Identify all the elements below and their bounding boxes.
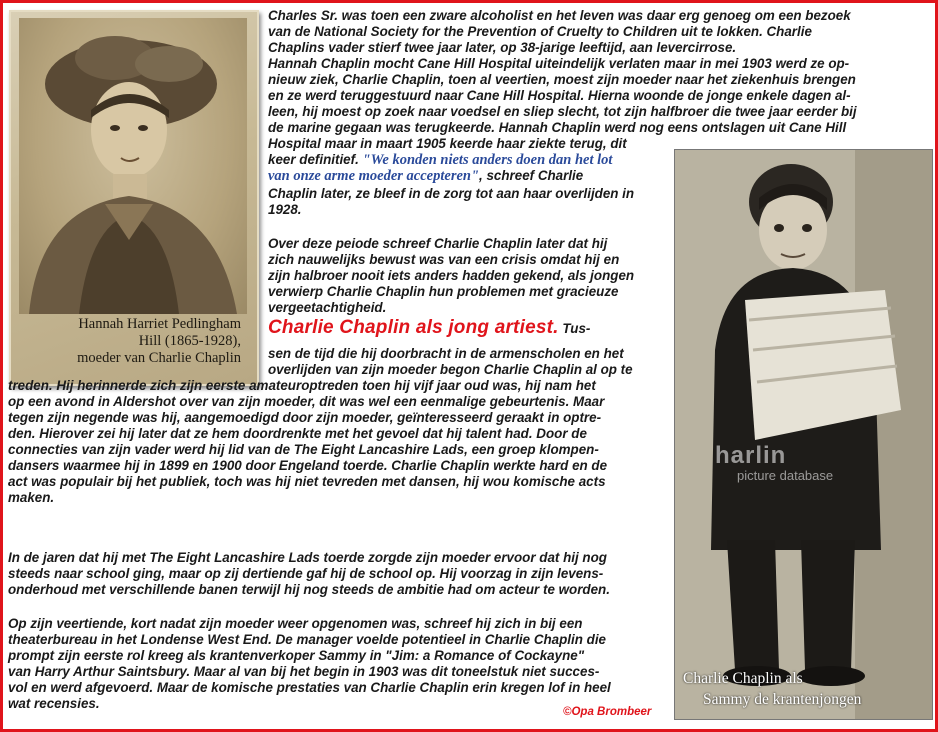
watermark-subtext: picture database: [737, 468, 834, 483]
body-line: wat recensies.: [8, 696, 100, 711]
body-line: den. Hierover zei hij later dat ze hem doordrenkte met het gevoel dat hij talent had. Door de: [8, 426, 587, 441]
body-line: sen de tijd die hij doorbracht in de armenscholen en het: [268, 346, 624, 361]
body-line: steeds naar school ging, maar op zij dertiende gaf hij de school op. Hij voorzag in zijn levens-: [8, 566, 604, 581]
body-line: van de National Society for the Prevention of Cruelty to Children uit te lokken. Charlie: [268, 24, 812, 39]
body-line: tegen zijn negende was hij, aangemoedigd door zijn moeder, geïnteresseerd geraakt in optre-: [8, 410, 602, 425]
photo-caption: [675, 668, 932, 710]
body-line: In de jaren dat hij met The Eight Lancashire Lads toerde zorgde zijn moeder ervoor dat hij nog: [8, 550, 607, 565]
body-line: op een avond in Aldershot over van zijn moeder, dit was wel een eenmalige gebeurtenis. Maar: [8, 394, 605, 409]
newsboy-illustration: [675, 150, 932, 719]
body-line: leen, hij moest op zoek naar voedsel en sliep slecht, tot zijn halfbroer die twee jaar eerder bij: [268, 104, 857, 119]
body-line: Op zijn veertiende, kort nadat zijn moeder weer opgenomen was, schreef hij zich in bij een: [8, 616, 583, 631]
copyright-credit: ©Opa Brombeer: [563, 706, 652, 718]
body-line: [268, 168, 583, 184]
body-line: zijn halbroer nooit iets anders hadden gekend, als jongen: [268, 268, 635, 283]
body-line: Hannah Chaplin mocht Cane Hill Hospital uiteindelijk verlaten maar in mei 1903 werd ze op-: [268, 56, 850, 71]
body-line: act was populair bij het publiek, toch was hij niet tevreden met dansen, hij wou komische acts: [8, 474, 606, 489]
portrait-photo-hannah: [9, 10, 259, 386]
body-line: 1928.: [268, 202, 302, 217]
body-line: zich nauwelijks bewust was van een crisis omdat hij en: [268, 252, 620, 267]
section-heading-line: [268, 317, 591, 338]
body-text: Tus-: [558, 321, 591, 336]
body-line: verwierp Charlie Chaplin hun problemen met gracieuze: [268, 284, 619, 299]
watermark-text: harlin: [715, 442, 787, 469]
body-line: Chaplin later, ze bleef in de zorg tot aan haar overlijden in: [268, 186, 635, 201]
body-line: en ze werd teruggestuurd naar Cane Hill Hospital. Hierna woonde de jonge enkele dagen al-: [268, 88, 851, 103]
caption-line: Sammy de krantenjongen: [703, 691, 862, 708]
body-line: Hospital maar in maart 1905 keerde haar ziekte terug, dit: [268, 136, 627, 151]
body-line: dansers waarmee hij in 1899 en 1900 door Engeland toerde. Charlie Chaplin werkte hard en de: [8, 458, 608, 473]
caption-line: Charlie Chaplin als: [683, 670, 803, 687]
body-line: de marine gegaan was terugkeerde. Hannah Chaplin werd nog eens ontslagen uit Cane Hill: [268, 120, 847, 135]
body-line: vol en werd afgevoerd. Maar de komische prestaties van Charlie Chaplin erin kregen lof in heel: [8, 680, 611, 695]
body-text: , schreef Charlie: [479, 168, 584, 183]
body-line: theaterbureau in het Londense West End. De manager voelde potentieel in Charlie Chaplin die: [8, 632, 606, 647]
section-heading: Charlie Chaplin als jong artiest.: [268, 317, 559, 338]
body-line: prompt zijn eerste rol kreeg als krantenverkoper Sammy in "Jim: a Romance of Cockayne": [8, 648, 585, 663]
photo-chaplin-newsboy: [674, 149, 933, 720]
body-text: keer definitief.: [268, 152, 359, 167]
caption-line: moeder van Charlie Chaplin: [77, 350, 241, 366]
body-line: connecties van zijn vader werd hij lid van de The Eight Lancashire Lads, een groep klompen-: [8, 442, 599, 457]
body-line: onderhoud met verschillende banen terwijl hij nog steeds de ambitie had om acteur te worden.: [8, 582, 610, 597]
portrait-caption: [11, 316, 253, 367]
body-line: Chaplins vader stierf twee jaar later, op 38-jarige leeftijd, aan levercirrose.: [268, 40, 737, 55]
body-line: treden. Hij herinnerde zich zijn eerste amateuroptreden toen hij vijf jaar oud was, hij nam het: [8, 378, 596, 393]
body-line: maken.: [8, 490, 55, 505]
quote-text: van onze arme moeder accepteren": [268, 168, 480, 184]
portrait-image: [19, 18, 247, 314]
body-line: vergeetachtigheid.: [268, 300, 387, 315]
caption-line: Hannah Harriet Pedlingham: [78, 316, 241, 332]
quote-text: "We konden niets anders doen dan het lot: [362, 152, 613, 168]
body-line: Over deze peiode schreef Charlie Chaplin later dat hij: [268, 236, 608, 251]
body-line: [268, 152, 612, 168]
body-line: overlijden van zijn moeder begon Charlie Chaplin al op te: [268, 362, 633, 377]
body-line: Charles Sr. was toen een zware alcoholist en het leven was daar erg genoeg om een bezoek: [268, 8, 851, 23]
portrait-illustration: [19, 18, 247, 314]
body-line: nieuw ziek, Charlie Chaplin, toen al veertien, moest zijn moeder naar het ziekenhuis brengen: [268, 72, 856, 87]
body-line: van Harry Arthur Saintsbury. Maar al van bij het begin in 1903 was dit toneelstuk niet succes-: [8, 664, 600, 679]
caption-line: Hill (1865-1928),: [138, 333, 241, 349]
